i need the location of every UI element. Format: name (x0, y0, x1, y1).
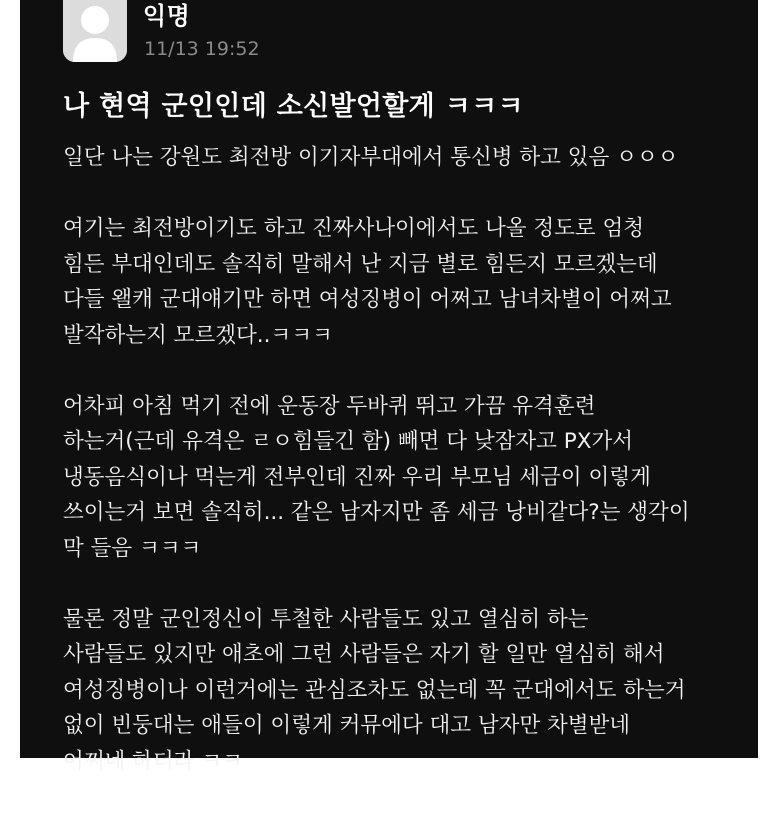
post-title: 나 현역 군인인데 소신발언할게 ㅋㅋㅋ (63, 91, 524, 122)
post-text-line: 어차피 아침 먹기 전에 운동장 두바퀴 뛰고 가끔 유격훈련 (63, 393, 596, 419)
post-paragraph (63, 140, 743, 176)
author-name[interactable]: 익명 (143, 2, 191, 30)
post-paragraph (63, 602, 743, 780)
post-text-line: 다들 왤캐 군대얘기만 하면 여성징병이 어쩌고 남녀차별이 어쩌고 (63, 287, 672, 312)
post-text-line: 냉동음식이나 먹는게 전부인데 진짜 우리 부모님 세금이 이렇게 (63, 464, 651, 490)
default-user-avatar-icon[interactable] (63, 0, 127, 62)
post-text-line: 힘든 부대인데도 솔직히 말해서 난 지금 별로 힘든지 모르겠는데 (63, 251, 658, 277)
post-text-line: 여성징병이나 이런거에는 관심조차도 없는데 꼭 군대에서도 하는거 (63, 677, 686, 703)
post-text-line: 여기는 최전방이기도 하고 진짜사나이에서도 나올 정도로 엄청 (63, 216, 645, 241)
post-text-line: 없이 빈둥대는 애들이 이렇게 커뮤에다 대고 남자만 차별받네 (63, 713, 631, 738)
post-timestamp: 11/13 19:52 (144, 38, 260, 60)
post-paragraph (63, 389, 743, 567)
post-paragraph (63, 211, 743, 353)
post-text-line: 하는거(근데 유격은 ㄹㅇ힘들긴 함) 빼면 다 낮잠자고 PX가서 (63, 429, 633, 454)
post-text-line: 발작하는지 모르겠다..ㅋㅋㅋ (63, 322, 333, 348)
post-text-line: 일단 나는 강원도 최전방 이기자부대에서 통신병 하고 있음 ㅇㅇㅇ (63, 145, 679, 170)
post-text-line: 사람들도 있지만 애초에 그런 사람들은 자기 할 일만 열심히 해서 (63, 642, 665, 667)
post-text-line: 막 들음 ㅋㅋㅋ (63, 535, 202, 561)
post-header (63, 0, 723, 62)
post-text-line: 어쩌네 하더라 ㅋㅋ (63, 748, 243, 774)
post-text-line: 물론 정말 군인정신이 투철한 사람들도 있고 열심히 하는 (63, 606, 589, 632)
post-text-line: 쓰이는거 보면 솔직히... 같은 남자지만 좀 세금 낭비같다?는 생각이 (63, 500, 690, 525)
post-body (63, 140, 743, 815)
post-card (20, 0, 758, 774)
